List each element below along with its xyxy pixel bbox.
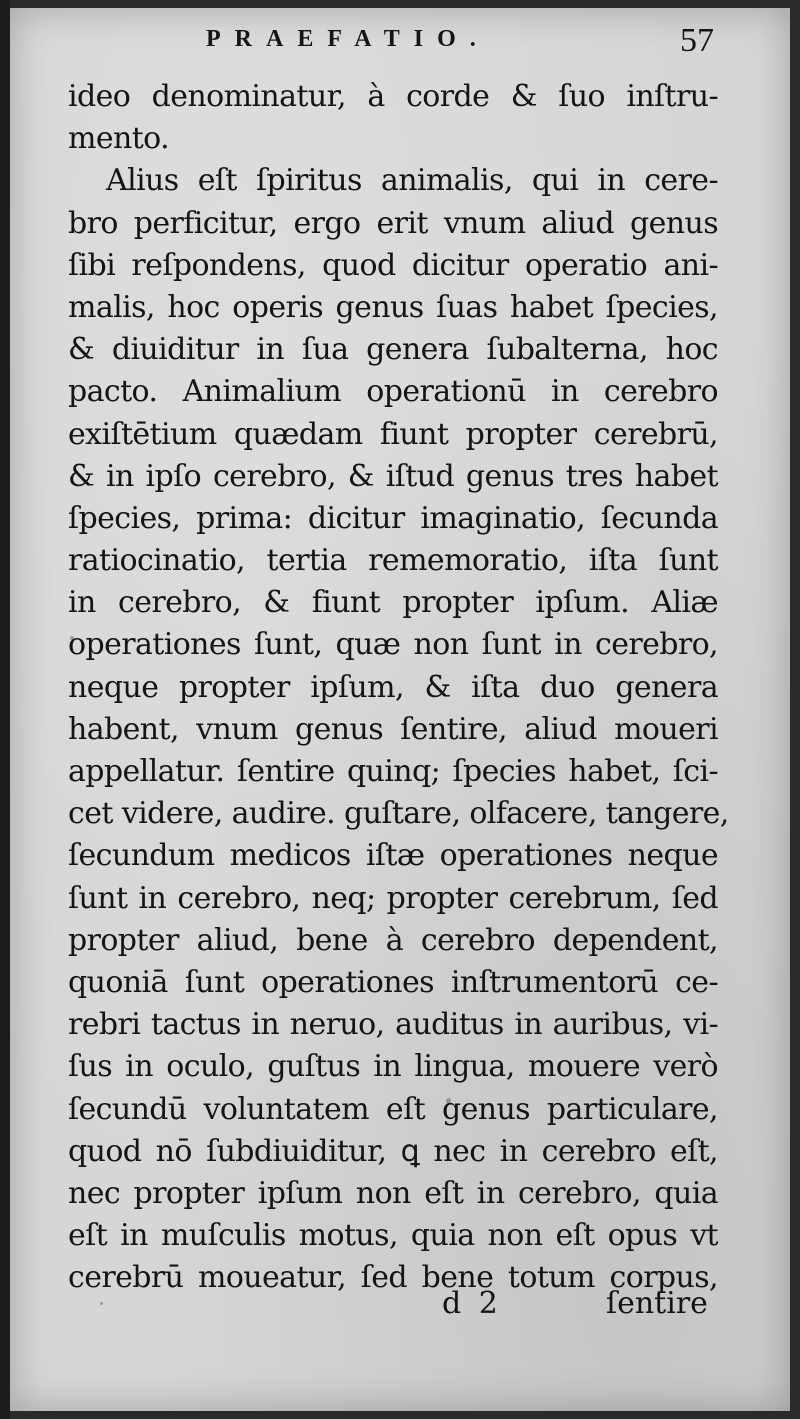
text-line: pacto. Animalium operationū in cerebro — [68, 374, 718, 410]
text-line: neque propter ipſum, & iſta duo genera — [68, 669, 718, 705]
ink-speck — [70, 636, 74, 640]
direction-line — [10, 1286, 790, 1326]
text-line: ſecundū voluntatem eſt genus particulare, — [68, 1091, 718, 1127]
text-line: eſt in muſculis motus, quia non eſt opus vt — [68, 1218, 718, 1254]
text-line: & in ipſo cerebro, & iſtud genus tres habet — [68, 458, 718, 494]
text-line: mento. — [68, 121, 170, 157]
ink-speck — [446, 1098, 451, 1104]
text-line: ſibi reſpondens, quod dicitur operatio ani- — [68, 247, 718, 283]
text-line: ſus in oculo, guſtus in lingua, mouere verò — [68, 1049, 718, 1085]
text-line: exiſtētium quædam fiunt propter cerebrū, — [68, 416, 718, 452]
text-line: & diuiditur in ſua genera ſubalterna, hoc — [68, 332, 718, 368]
text-line: nec propter ipſum non eſt in cerebro, quia — [68, 1175, 718, 1211]
text-line: appellatur. ſentire quinq; ſpecies habet, ſci- — [68, 754, 718, 789]
text-line: malis, hoc operis genus ſuas habet ſpecies, — [68, 289, 718, 325]
signature-mark: d 2 — [442, 1286, 502, 1321]
text-block — [68, 76, 729, 1299]
text-line: cet videre, audire. guſtare, olfacere, tangere, — [68, 796, 729, 832]
text-line: bro perficitur, ergo erit vnum aliud genus — [68, 205, 718, 241]
text-line: operationes ſunt, quæ non ſunt in cerebro, — [68, 627, 718, 663]
text-line: ſunt in cerebro, neq; propter cerebrum, ſed — [68, 880, 718, 916]
text-line: ideo denominatur, à corde & ſuo inſtru- — [68, 79, 718, 114]
text-line: habent, vnum genus ſentire, aliud moueri — [68, 711, 718, 747]
text-line: ſecundum medicos iſtæ operationes neque — [68, 838, 718, 874]
text-line: cerebrū moueatur, ſed bene totum corpus, — [68, 1260, 718, 1296]
catchword: ſentire — [606, 1286, 708, 1321]
text-line: propter aliud, bene à cerebro dependent, — [68, 922, 718, 958]
ink-speck — [100, 1302, 103, 1305]
text-line: in cerebro, & fiunt propter ipſum. Aliæ — [68, 585, 718, 621]
text-line: ratiocinatio, tertia rememoratio, iſta ſunt — [68, 543, 718, 579]
text-line: quod nō ſubdiuiditur, ꝗ nec in cerebro eſt, — [68, 1133, 718, 1169]
page-number: 57 — [680, 22, 714, 59]
text-line: quoniā ſunt operationes inſtrumentorū ce- — [68, 964, 718, 1000]
text-line: Alius eſt ſpiritus animalis, qui in cere- — [106, 163, 718, 199]
book-page — [10, 8, 790, 1411]
text-line: ſpecies, prima: dicitur imaginatio, ſecunda — [68, 500, 718, 536]
text-line: rebri tactus in neruo, auditus in auribus, vi- — [68, 1007, 718, 1043]
page-edge — [0, 0, 10, 1419]
running-head: PRAEFATIO. — [206, 26, 490, 52]
